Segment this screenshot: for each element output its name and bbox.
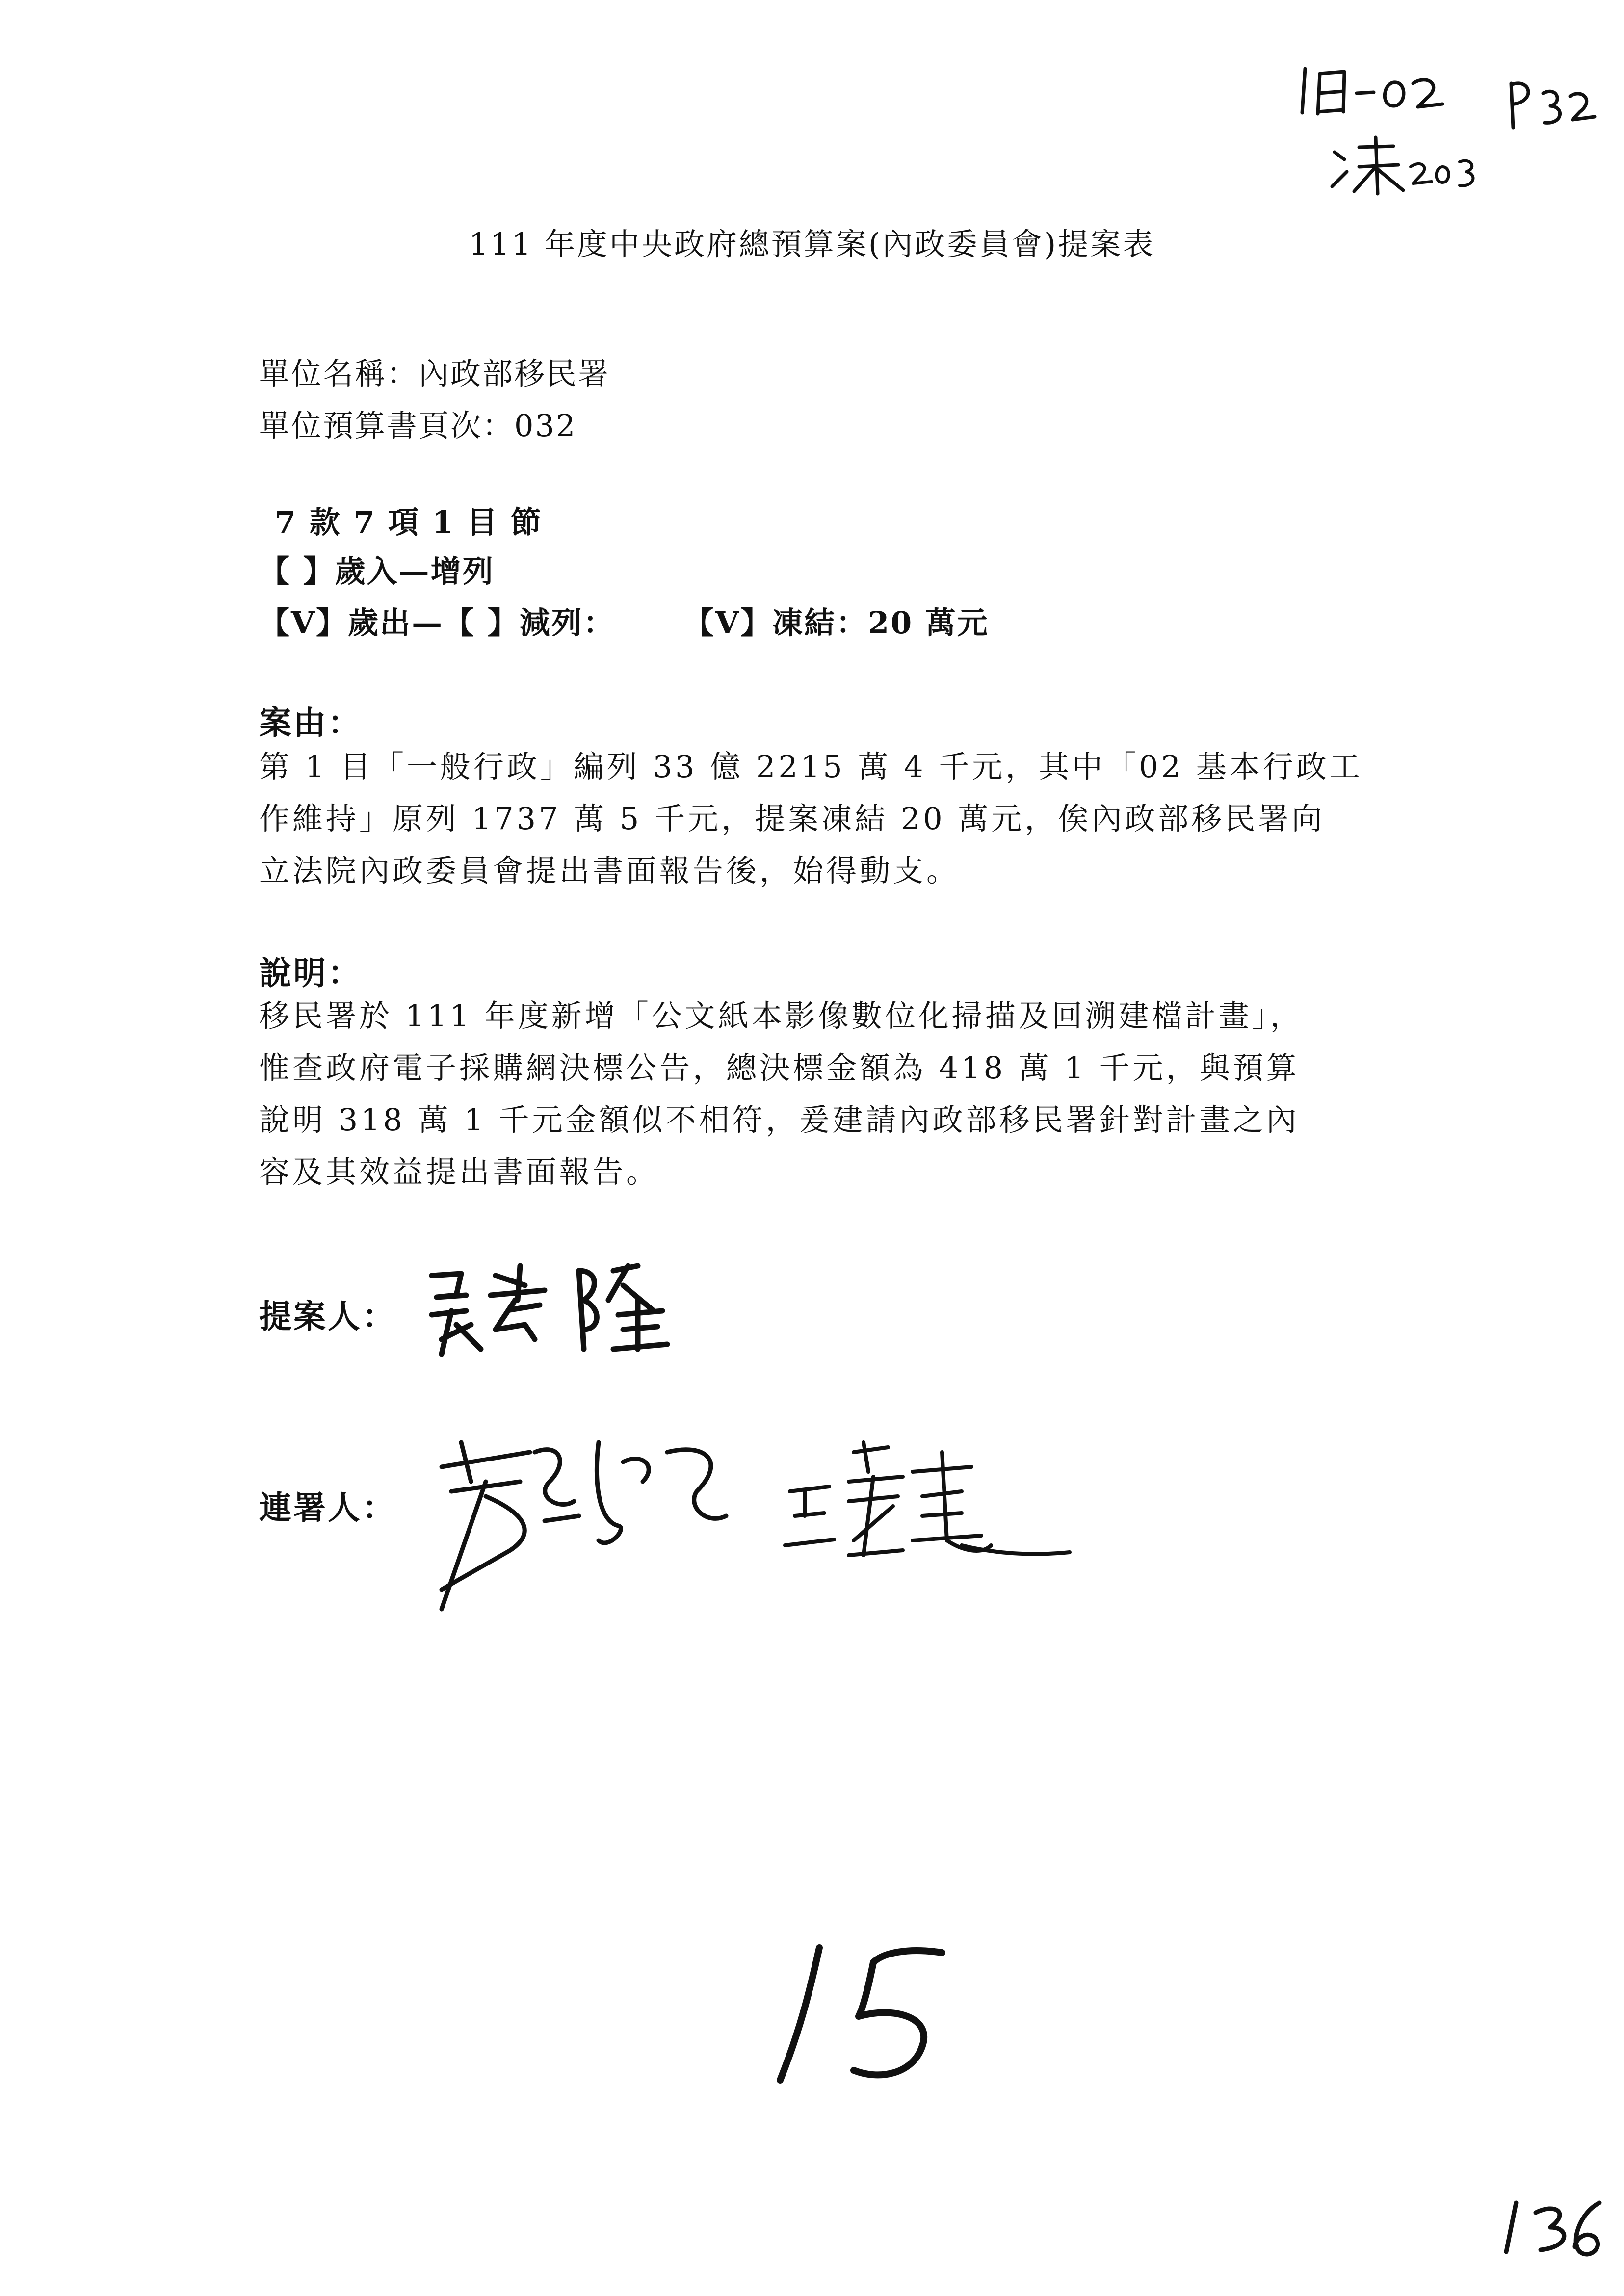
explanation-line: 容及其效益提出書面報告。 [259, 1154, 660, 1190]
budget-classification: 7 款 7 項 1 目 節 [275, 504, 543, 540]
explanation-heading: 說明： [259, 954, 362, 992]
expenditure-reduction: 【V】歲出—【 】減列： [259, 605, 615, 641]
reason-line: 第 1 目「一般行政」編列 33 億 2215 萬 4 千元，其中「02 基本行政工 [259, 749, 1363, 784]
unit-name-label: 單位名稱： [259, 356, 419, 391]
explanation-line: 移民署於 111 年度新增「公文紙本影像數位化掃描及回溯建檔計畫」， [259, 998, 1304, 1034]
explanation-line: 惟查政府電子採購網決標公告，總決標金額為 418 萬 1 千元，與預算 [259, 1050, 1300, 1086]
expenditure-row [259, 599, 989, 642]
unit-name: 內政部移民署 [419, 356, 610, 391]
handwritten-number [765, 1933, 971, 2095]
unit-page-row [259, 401, 576, 445]
unit-page-label: 單位預算書頁次： [259, 408, 515, 444]
unit-name-row [259, 349, 610, 393]
revenue-increase-row: 【 】歲入—增列 [259, 553, 495, 589]
page-number [1496, 2193, 1614, 2262]
proposer-label: 提案人： [259, 1297, 396, 1335]
margin-note-freeze-no [1325, 132, 1487, 201]
reason-heading: 案由： [259, 704, 362, 742]
expenditure-freeze: 【V】凍結：20 萬元 [683, 605, 989, 641]
proposer-signature [422, 1256, 697, 1374]
unit-page: 032 [514, 408, 577, 444]
reason-line: 作維持」原列 1737 萬 5 千元，提案凍結 20 萬元，俟內政部移民署向 [259, 801, 1325, 836]
cosigner-signature-2 [775, 1433, 1079, 1599]
reason-body [259, 741, 1417, 897]
document-title: 111 年度中央政府總預算案(內政委員會)提案表 [469, 226, 1155, 262]
reason-line: 立法院內政委員會提出書面報告後，始得動支。 [259, 853, 960, 888]
cosigners-label: 連署人： [259, 1488, 396, 1527]
margin-note-page-ref [1501, 74, 1599, 132]
cosigner-signature-1 [412, 1423, 765, 1629]
explanation-body [259, 990, 1417, 1198]
margin-note-ref-code [1295, 59, 1452, 123]
explanation-line: 說明 318 萬 1 千元金額似不相符，爰建請內政部移民署針對計畫之內 [259, 1102, 1300, 1138]
